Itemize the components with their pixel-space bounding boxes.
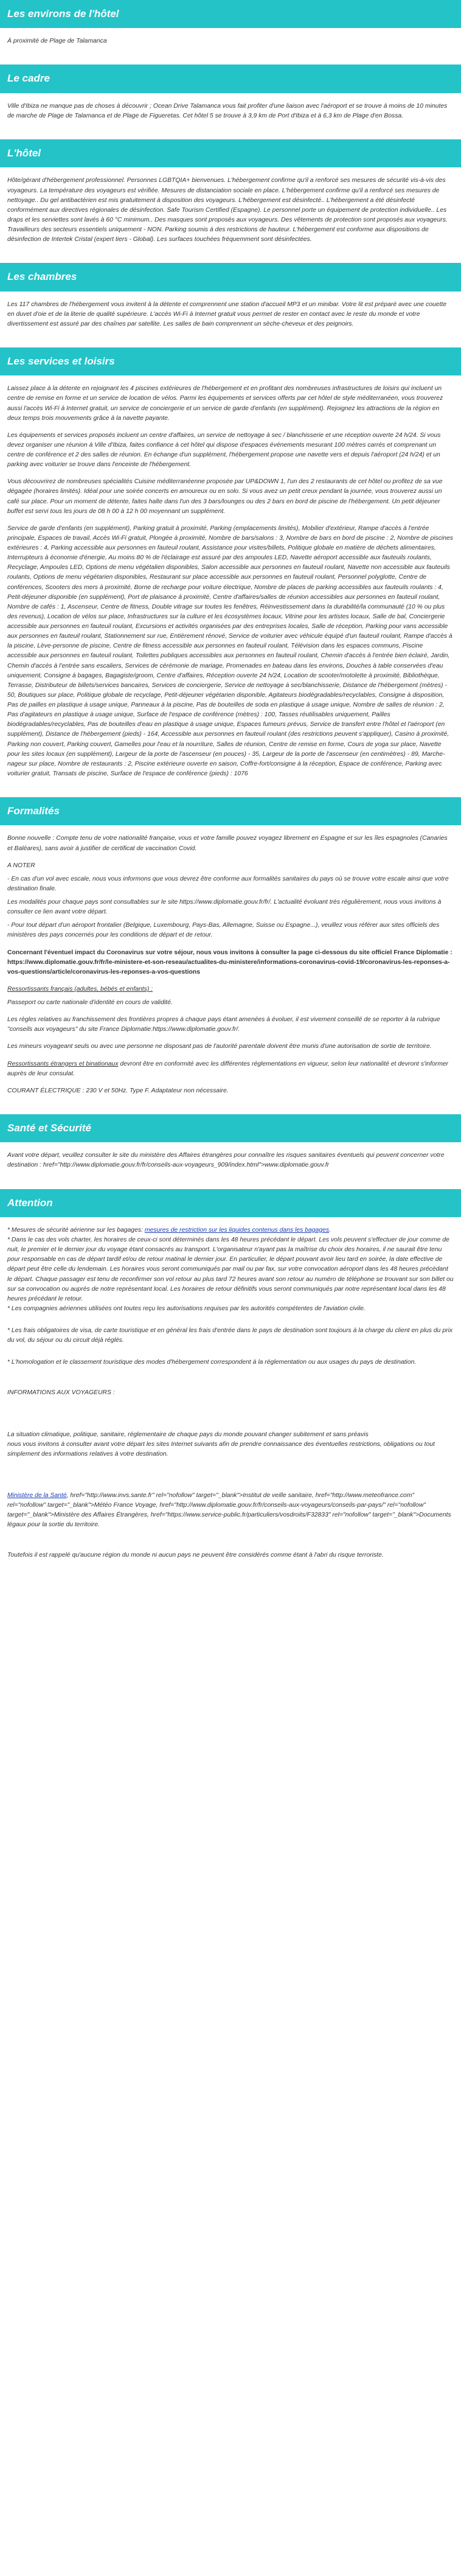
formalites-note-3: - Pour tout départ d'un aéroport frontalier (Belgique, Luxembourg, Pays-Bas, Allemagne, Suisse ou Espagne...), veuillez vous référer aux sites officiels des ministères des pays concernés pour les conditions de départ et de retour. xyxy=(7,922,442,939)
ministere-sante-link[interactable]: Ministère de la Santé xyxy=(7,1492,67,1499)
section-hotel xyxy=(0,139,461,263)
section-title-environs: Les environs de l'hôtel xyxy=(0,0,461,28)
formalites-minors: Les mineurs voyageant seuls ou avec une personne ne disposant pas de l'autorité parentale doivent être munis d'une autorisation de sortie de territoire. xyxy=(7,1043,432,1050)
formalites-border-rules: Les règles relatives au franchissement des frontières propres à chaque pays étant amenées à évoluer, il est vivement conseillé de se reporter à la rubrique "conseils aux voyageurs" du site France Diplomatie:https://www.diplomatie.gouv.fr/. xyxy=(7,1016,442,1033)
chambres-text: Les 117 chambres de l'hébergement vous invitent à la détente et comprennent une station d'accueil MP3 et un minibar. Votre lit est préparé avec une couette en duvet d'oie et de la literie de qualité supérieure. L'accès Wi-Fi à Internet gratuit vous permet de rester en contact avec le reste du monde et votre divertissement est assuré par des chaînes par satellite. Les salles de bain comprennent un sèche-cheveux et des peignoirs. xyxy=(7,301,449,327)
section-environs xyxy=(0,0,461,65)
section-title-attention: Attention xyxy=(0,1189,461,1217)
environs-text: À proximité de Plage de Talamanca xyxy=(7,38,107,45)
section-chambres xyxy=(0,263,461,347)
formalites-french-nationals-heading: Ressortissants français (adultes, bébés et enfants) : xyxy=(7,985,153,993)
attention-terrorism-notice: Toutefois il est rappelé qu'aucune région du monde ni aucun pays ne peuvent être considérés comme étant à l'abri du risque terroriste. xyxy=(7,1552,384,1559)
formalites-electric-current: COURANT ÉLECTRIQUE : 230 V et 50Hz. Type F. Adaptateur non nécessaire. xyxy=(7,1087,229,1094)
cadre-text: Ville d'Ibiza ne manque pas de choses à découvrir ; Ocean Drive Talamanca vous fait profiter d'une liaison avec l'aéroport et se trouve à moins de 10 minutes de marche de Plage de Talamanca et de Plage de Figueretas. Cet hôtel 5 se trouve à 3,9 km de Port d'Ibiza et à 6,3 km de Plage d'en Bossa. xyxy=(7,102,449,119)
sante-text: Avant votre départ, veuillez consulter le site du ministère des Affaires étrangères pour connaître les risques sanitaires éventuels qui peuvent concerner votre destination : href="http://www.diplomatie.gouv.fr/fr/conseils-aux-voyageurs_909/index.html">www.diplomatie.gouv.fr xyxy=(7,1152,446,1169)
services-amenities-list: Service de garde d'enfants (en supplément), Parking gratuit à proximité, Parking (emplacements limités), Mobilier d'extérieur, Rampe d'accès à l'entrée principale, Espaces de travail, Accès Wi-Fi gratuit, Plongée à proximité, Nombre de bars/salons : 3, Nombre de bars en bord de piscine : 2, Nombre de piscines extérieures : 4, Parking accessible aux personnes en fauteuil roulant, Assistance pour visites/billets, Politique globale en matière de déchets alimentaires, Interrupteurs à économie d'énergie, Au moins 80 % de l'éclairage est assuré par des ampoules LED, Navette aéroport accessible aux fauteuils roulants, Recyclage, Ampoules LED, Options de menu végétalien disponibles, Salon accessible aux personnes en fauteuil roulant, Navette non accessible aux fauteuils roulants, Options de menu végétarien disponibles, Restaurant sur place accessible aux personnes en fauteuil roulant, Personnel polyglotte, Centre de conférences, Scooters des mers à proximité, Borne de recharge pour voiture électrique, Nombre de places de parking accessibles aux fauteuils roulants : 4, Petit-déjeuner disponible (en supplément), Port de plaisance à proximité, Centre d'affaires/salles de réunion accessibles aux personnes en fauteuil roulant, Nombre de cafés : 1, Ascenseur, Centre de fitness, Double vitrage sur toutes les fenêtres, Réinvestissement dans la durabilité/la communauté (10 % ou plus des revenus), Location de vélos sur place, Infrastructures sur la culture et les écosystèmes locaux, Vitrine pour les artistes locaux, Salle de bal, Conciergerie accessible aux personnes en fauteuil roulant, Excursions et activités organisées par des entreprises locales, Salle de réception, Parking pour vans accessible aux personnes en fauteuil roulant, Stationnement sur rue, Entièrement rénové, Service de voiturier avec véhicule équipé d'un fauteuil roulant, Rampe d'accès à la piscine, Lève-personne de piscine, Centre de fitness accessible aux personnes en fauteuil roulant, Télévision dans les espaces communs, Piscine accessible aux personnes en fauteuil roulant, Toilettes publiques accessibles aux personnes en fauteuil roulant, Chemin d'accès à l'entrée bien éclairé, Jardin, Chemin d'accès à l'entrée sans escaliers, Services de cérémonie de mariage, Promenades en bateau dans les environs, Douches à table conservées d'eau uniquement, Consigne à bagages, Bagagiste/groom, Centre d'affaires, Réception ouverte 24 h/24, Location de scooter/motolette à proximité, Bibliothèque, Terrasse, Distributeur de billets/services bancaires, Services de conciergerie, Service de nettoyage à sec/blanchisserie, Distance de l'hébergement (mètres) - 50, Boutiques sur place, Politique globale de recyclage, Petit-déjeuner végétarien disponible, Agitateurs biodégradables/recyclables, Consigne à disposition, Pas de pailles en plastique à usage unique, Panneaux à la piscine, Pas de bouteilles de soda en plastique à usage unique, Nombre de salles de réunion : 2, Pas d'agitateurs en plastique à usage unique, Surface de l'espace de conférence (mètres) : 100, Tasses réutilisables uniquement, Pailles biodégradables/recyclables, Pas de bouteilles d'eau en plastique à usage unique, Espaces fumeurs prévus, Service de transfert entre l'hôtel et l'aéroport (en supplément), Distance de l'hébergement (pieds) - 164, Accessible aux personnes en fauteuil roulant (des restrictions peuvent s'appliquer), Casino à proximité, Parking non couvert, Parking couvert, Gamelles pour l'eau et la nourriture, Salles de réunion, Centre de remise en forme, Cours de yoga sur place, Navette pour les sites locaux (en supplément), Largeur de la porte de l'ascenseur (en pouces) - 35, Largeur de la porte de l'ascenseur (en centimètres) - 89, Marche-nageur sur place, Nombre de restaurants : 2, Piscine extérieure ouverte en saison, Coffre-fort/consigne à la réception, Espace de conférence, Parking avec voiturier gratuit, Transats de piscine, Surface de l'espace de conférence (pieds) : 1076 xyxy=(7,525,455,777)
section-attention xyxy=(0,1189,461,1579)
attention-links-paragraph xyxy=(0,1491,461,1531)
section-title-hotel: L'hôtel xyxy=(0,139,461,167)
formalites-paragraph-1: Bonne nouvelle : Compte tenu de votre nationalité française, vous et votre famille pouvez voyagez librement en Espagne et sur les îles espagnoles (Canaries et Baléares), sans avoir à justifier de certificat de vaccination Covid. xyxy=(7,835,449,852)
section-cadre xyxy=(0,65,461,139)
attention-classification: * L'homologation et le classement touristique des modes d'hébergement correspondent à la réglementation ou aux usages du pays de destination. xyxy=(7,1359,417,1366)
section-title-sante: Santé et Sécurité xyxy=(0,1114,461,1142)
section-title-chambres: Les chambres xyxy=(0,263,461,291)
services-paragraph-2: Les équipements et services proposés incluent un centre d'affaires, un service de nettoyage à sec / blanchisserie et une réception ouverte 24 h/24. Si vous devez organiser une réunion à Ville d'Ibiza, faites confiance à cet hôtel qui dispose d'espaces événements mesurant 100 mètres carrés et comprenant un centre de conférence et 2 des salles de réunion. En échange d'un supplément, l'hébergement propose une navette vers et depuis l'aéroport (24 h/24) et un parking avec voiturier se trouve dans l'enceinte de l'hébergement. xyxy=(7,431,443,469)
formalites-note-1: - En cas d'un vol avec escale, nous vous informons que vous devrez être conforme aux formalités sanitaires du pays où se trouve votre escale ainsi que votre destination finale. xyxy=(7,875,451,892)
section-title-services: Les services et loisirs xyxy=(0,347,461,375)
attention-travelers-heading: INFORMATIONS AUX VOYAGEURS : xyxy=(7,1389,115,1397)
attention-charter-text: . * Dans le cas des vols charter, les horaires de ceux-ci sont déterminés dans les 48 heures précédant le départ. Les vols peuvent s'effectuer de jour comme de nuit, le premier et le dernier jour du voyage étant consacrés au transport. L'organisateur n'ayant pas la maîtrise du choix des horaires, il ne saurait être tenu pour responsable en cas de départ tardif et/ou de retour matinal le dernier jour. En particulier, le départ pouvant avoir lieu tard en soirée, la date effective de départ peut être celle du lendemain. Les horaires vous seront communiqués par mail ou par fax, sur votre convocation aéroport dans les 48 heures précédant le départ. Chaque passager est tenu de reconfirmer son vol retour au plus tard 72 heures avant son retour au numéro de téléphone se trouvant sur son billet ou sur sa convocation ou auprès de notre représentant local. Les horaires de retour définitifs vous seront communiqués par notre représentant local dans les 48 heures précédant le retour. * Les compagnies aériennes utilisées ont toutes reçu les autorisations requises par les autorités compétentes de l'aviation civile. xyxy=(7,1226,454,1312)
attention-paragraph-1 xyxy=(0,1226,461,1314)
formalites-foreign-heading: Ressortissants étrangers et binationaux xyxy=(7,1060,119,1067)
section-formalites xyxy=(0,797,461,1114)
attention-links-text: , href="http://www.invs.sante.fr" rel="nofollow" target="_blank">Institut de veille sanitaire, href="http://www.meteofrance.com" rel="nofollow" target="_blank">Météo France Voyage, href="http://www.diplomatie.gouv.fr/fr/conseils-aux-voyageurs/conseils-par-pays/" rel="nofollow" target="_blank">Ministère des Affaires Étrangères, href="https://www.service-public.fr/particuliers/vosdroits/F32833" rel="nofollow" target="_blank">Documents légaux pour la sortie du territoire. xyxy=(7,1492,453,1529)
hotel-text: Hôte/gérant d'hébergement professionnel. Personnes LGBTQIA+ bienvenues. L'hébergement confirme qu'il a renforcé ses mesures de sécurité vis-à-vis des voyageurs. La température des voyageurs est vérifiée. Mesures de distanciation sociale en place. L'hébergement confirme qu'il a renforcé ses mesures de nettoyage.. Du gel antibactérien est mis gratuitement à disposition des voyageurs. L'hébergement est désinfecté.. L'hébergement a été désinfecté conformément aux directives régionales de désinfection. Safe Tourism Certified (Espagne). Le personnel porte un équipement de protection individuelle.. Les draps et les serviettes sont lavés à 60 °C minimum.. Des masques sont proposés aux voyageurs. Des vêtements de protection sont proposés aux voyageurs. Travailleurs des secteurs essentiels uniquement - NON. Parking soumis à des restrictions de hauteur. L'hébergement est conforme aux dispositions de désinfection de Intertek Cristal (expert tiers - Global). Les surfaces touchées fréquemment sont désinfectées. xyxy=(7,177,449,243)
section-services xyxy=(0,347,461,797)
services-paragraph-1: Laissez place à la détente en rejoignant les 4 piscines extérieures de l'hébergement et en profitant des nombreuses infrastructures de loisirs qui incluent un centre de remise en forme et un service de location de vélos. Parmi les équipements et services offerts par cet hôtel de style méditerranéen, vous trouverez aussi l'accès Wi-Fi à Internet gratuit, un service de conciergerie et un service de garde d'enfants (en supplément). Rejoignez les attractions de la région en deux temps trois mouvements grâce à la navette payante. xyxy=(7,385,445,422)
section-sante xyxy=(0,1114,461,1189)
formalites-foreign-nationals xyxy=(0,1059,461,1079)
attention-baggage-intro: * Mesures de sécurité aérienne sur les bagages: xyxy=(7,1226,145,1234)
formalites-note-heading: A NOTER xyxy=(7,862,35,869)
section-title-formalites: Formalités xyxy=(0,797,461,825)
services-paragraph-3: Vous découvrirez de nombreuses spécialités Cuisine méditerranéenne proposée par UP&DOWN 1, l'un des 2 restaurants de cet hôtel ou profitez de sa vue dégagée (horaires limités). Idéal pour une soirée concerts en amoureux ou en solo. Si vous avez un petit creux pendant la journée, vous trouverez aussi un café sur place. Pour un moment de détente, faites halte dans l'un des 3 bars/lounges ou des 2 bars en bord de piscine de l'hébergement. Un petit déjeuner buffet est servi tous les jours de 08 h 00 à 12 h 00 moyennant un supplément. xyxy=(7,478,445,515)
formalites-foreign-text: devront être en conformité avec les différentes réglementations en vigueur, selon leur nationalité et devront s'informer auprès de leur consulat. xyxy=(7,1060,451,1077)
attention-situation-text: La situation climatique, politique, sanitaire, réglementaire de chaque pays du monde pouvant changer subitement et sans préavis nous vous invitons à consulter avant votre départ les sites Internet suivants afin de prendre connaissance des éventuelles restrictions, obligations ou tout simplement des informations relatives à votre destination. xyxy=(7,1431,435,1457)
formalites-covid-notice: Concernant l'éventuel impact du Coronavirus sur votre séjour, nous vous invitons à consulter la page ci-dessous du site officiel France Diplomatie : https://www.diplomatie.gouv.fr/fr/le-ministere-et-son-reseau/actualites-du-ministere/informations-coronavirus-covid-19/coronavirus-les-reponses-a-vos-questions/article/coronavirus-les-reponses-a-vos-questions xyxy=(7,949,452,976)
liquids-restriction-link[interactable]: mesures de restriction sur les liquides contenus dans les bagages xyxy=(144,1226,330,1234)
attention-visa-fees: * Les frais obligatoires de visa, de carte touristique et en général les frais d'entrée dans le pays de destination sont toujours à la charge du client en plus du prix du vol, du séjour ou du circuit déjà réglés. xyxy=(7,1327,454,1344)
formalites-french-nationals-docs: Passeport ou carte nationale d'identité en cours de validité. xyxy=(7,999,173,1007)
formalites-note-2: Les modalités pour chaque pays sont consultables sur le site https://www.diplomatie.gouv.fr/fr/. L'actualité évoluant très régulièrement, nous vous invitons à consulter ce lien avant votre départ. xyxy=(7,899,443,916)
section-title-cadre: Le cadre xyxy=(0,65,461,92)
